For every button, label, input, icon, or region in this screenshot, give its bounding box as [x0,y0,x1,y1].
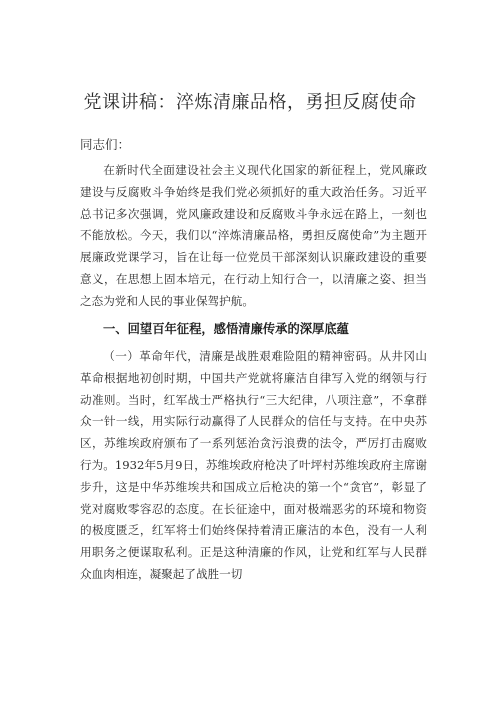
section-heading: 一、回望百年征程，感悟清廉传承的深厚底蕴 [103,322,349,336]
document-title: 党课讲稿：淬炼清廉品格，勇担反腐使命 [83,92,417,113]
intro-paragraph: 在新时代全面建设社会主义现代化国家的新征程上，党风廉政建设与反腐败斗争始终是我们党必须抓好的重大政治任务。习近平总书记多次强调，党风廉政建设和反腐败斗争永远在路上，一刻也不能放松。今天，我们以“淬炼清廉品格，勇担反腐使命”为主题开展廉政党课学习，旨在让每一位党员干部深刻认识廉政建设的重要意义，在思想上固本培元，在行动上知行合一，以清廉之姿、担当之态为党和人民的事业保驾护航。 [80,163,427,308]
body-paragraph: （一）革命年代，清廉是战胜艰难险阻的精神密码。从井冈山革命根据地初创时期，中国共产党就将廉洁自律写入党的纲领与行动准则。当时，红军战士严格执行“三大纪律，八项注意”，不拿群众一针一线，用实际行动赢得了人民群众的信任与支持。在中央苏区，苏维埃政府颁布了一系列惩治贪污浪费的法令，严厉打击腐败行为。1932年5月9日，苏维埃政府枪决了叶坪村苏维埃政府主席谢步升，这是中华苏维埃共和国成立后枪决的第一个“贪官”，彰显了党对腐败零容忍的态度。在长征途中，面对极端恶劣的环境和物资的极度匮乏，红军将士们始终保持着清正廉洁的本色，没有一人利用职务之便谋取私利。正是这种清廉的作风，让党和红军与人民群众血肉相连，凝聚起了战胜一切 [80,349,427,581]
salutation: 同志们： [80,137,131,152]
